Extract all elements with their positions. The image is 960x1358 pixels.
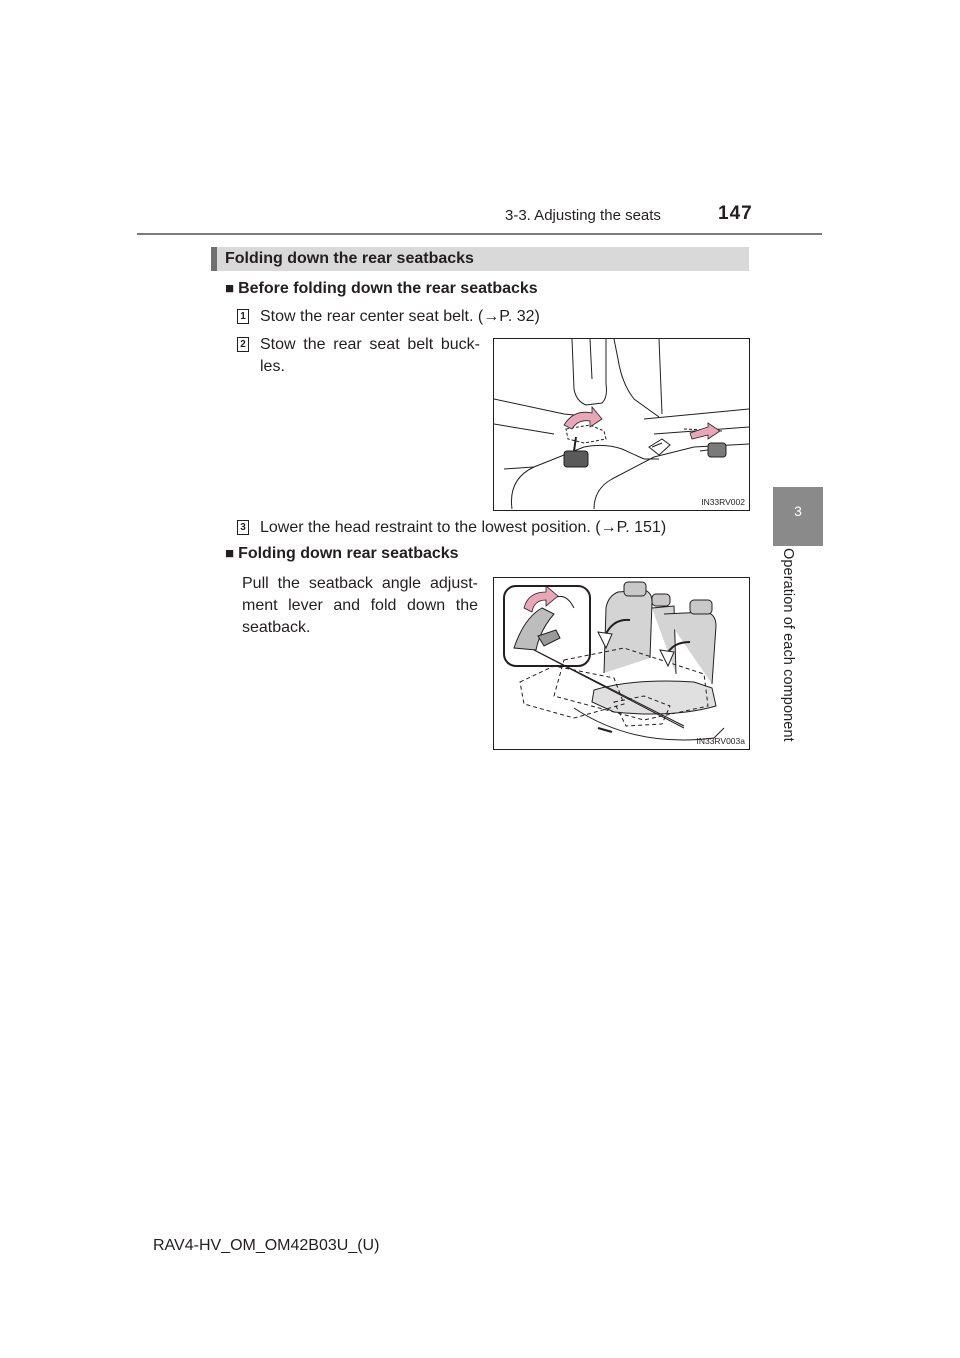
- subheading-folding-down-text: Folding down rear seatbacks: [238, 545, 459, 562]
- step-1-text: Stow the rear center seat belt. (→P. 32): [260, 308, 540, 325]
- fold-seatback-illustration: [494, 578, 749, 749]
- seat-belt-buckles-illustration: [494, 339, 749, 510]
- step-2-badge: 2: [237, 337, 249, 352]
- figure-fold-seatback: [493, 577, 750, 750]
- step-2-text: Stow the rear seat belt buck- les.: [260, 336, 480, 375]
- folding-instruction-text: Pull the seatback angle adjust- ment lever and fold down the seatback.: [242, 575, 478, 636]
- chapter-tab-number: 3: [794, 503, 802, 519]
- footer-document-code: RAV4-HV_OM_OM42B03U_(U): [153, 1237, 380, 1254]
- subheading-before-folding: [225, 280, 538, 298]
- black-square-bullet-icon: ■: [225, 545, 235, 562]
- step-3-text: Lower the head restraint to the lowest position. (→P. 151): [260, 519, 667, 536]
- running-header-section: 3-3. Adjusting the seats: [505, 207, 661, 224]
- header-rule: [137, 233, 822, 235]
- black-square-bullet-icon: ■: [225, 280, 235, 297]
- step-1-badge: 1: [237, 309, 249, 324]
- step-3-badge: 3: [237, 520, 249, 535]
- section-heading-accent: [211, 247, 217, 271]
- figure-2-code: IN33RV003a: [696, 736, 745, 746]
- chapter-tab-title: Operation of each component: [780, 548, 796, 742]
- figure-1-code: IN33RV002: [701, 497, 745, 507]
- section-title: Folding down the rear seatbacks: [225, 250, 474, 267]
- page-number: 147: [718, 203, 753, 224]
- subheading-before-folding-text: Before folding down the rear seatbacks: [238, 280, 538, 297]
- figure-seat-belt-buckles: [493, 338, 750, 511]
- subheading-folding-down: [225, 545, 459, 563]
